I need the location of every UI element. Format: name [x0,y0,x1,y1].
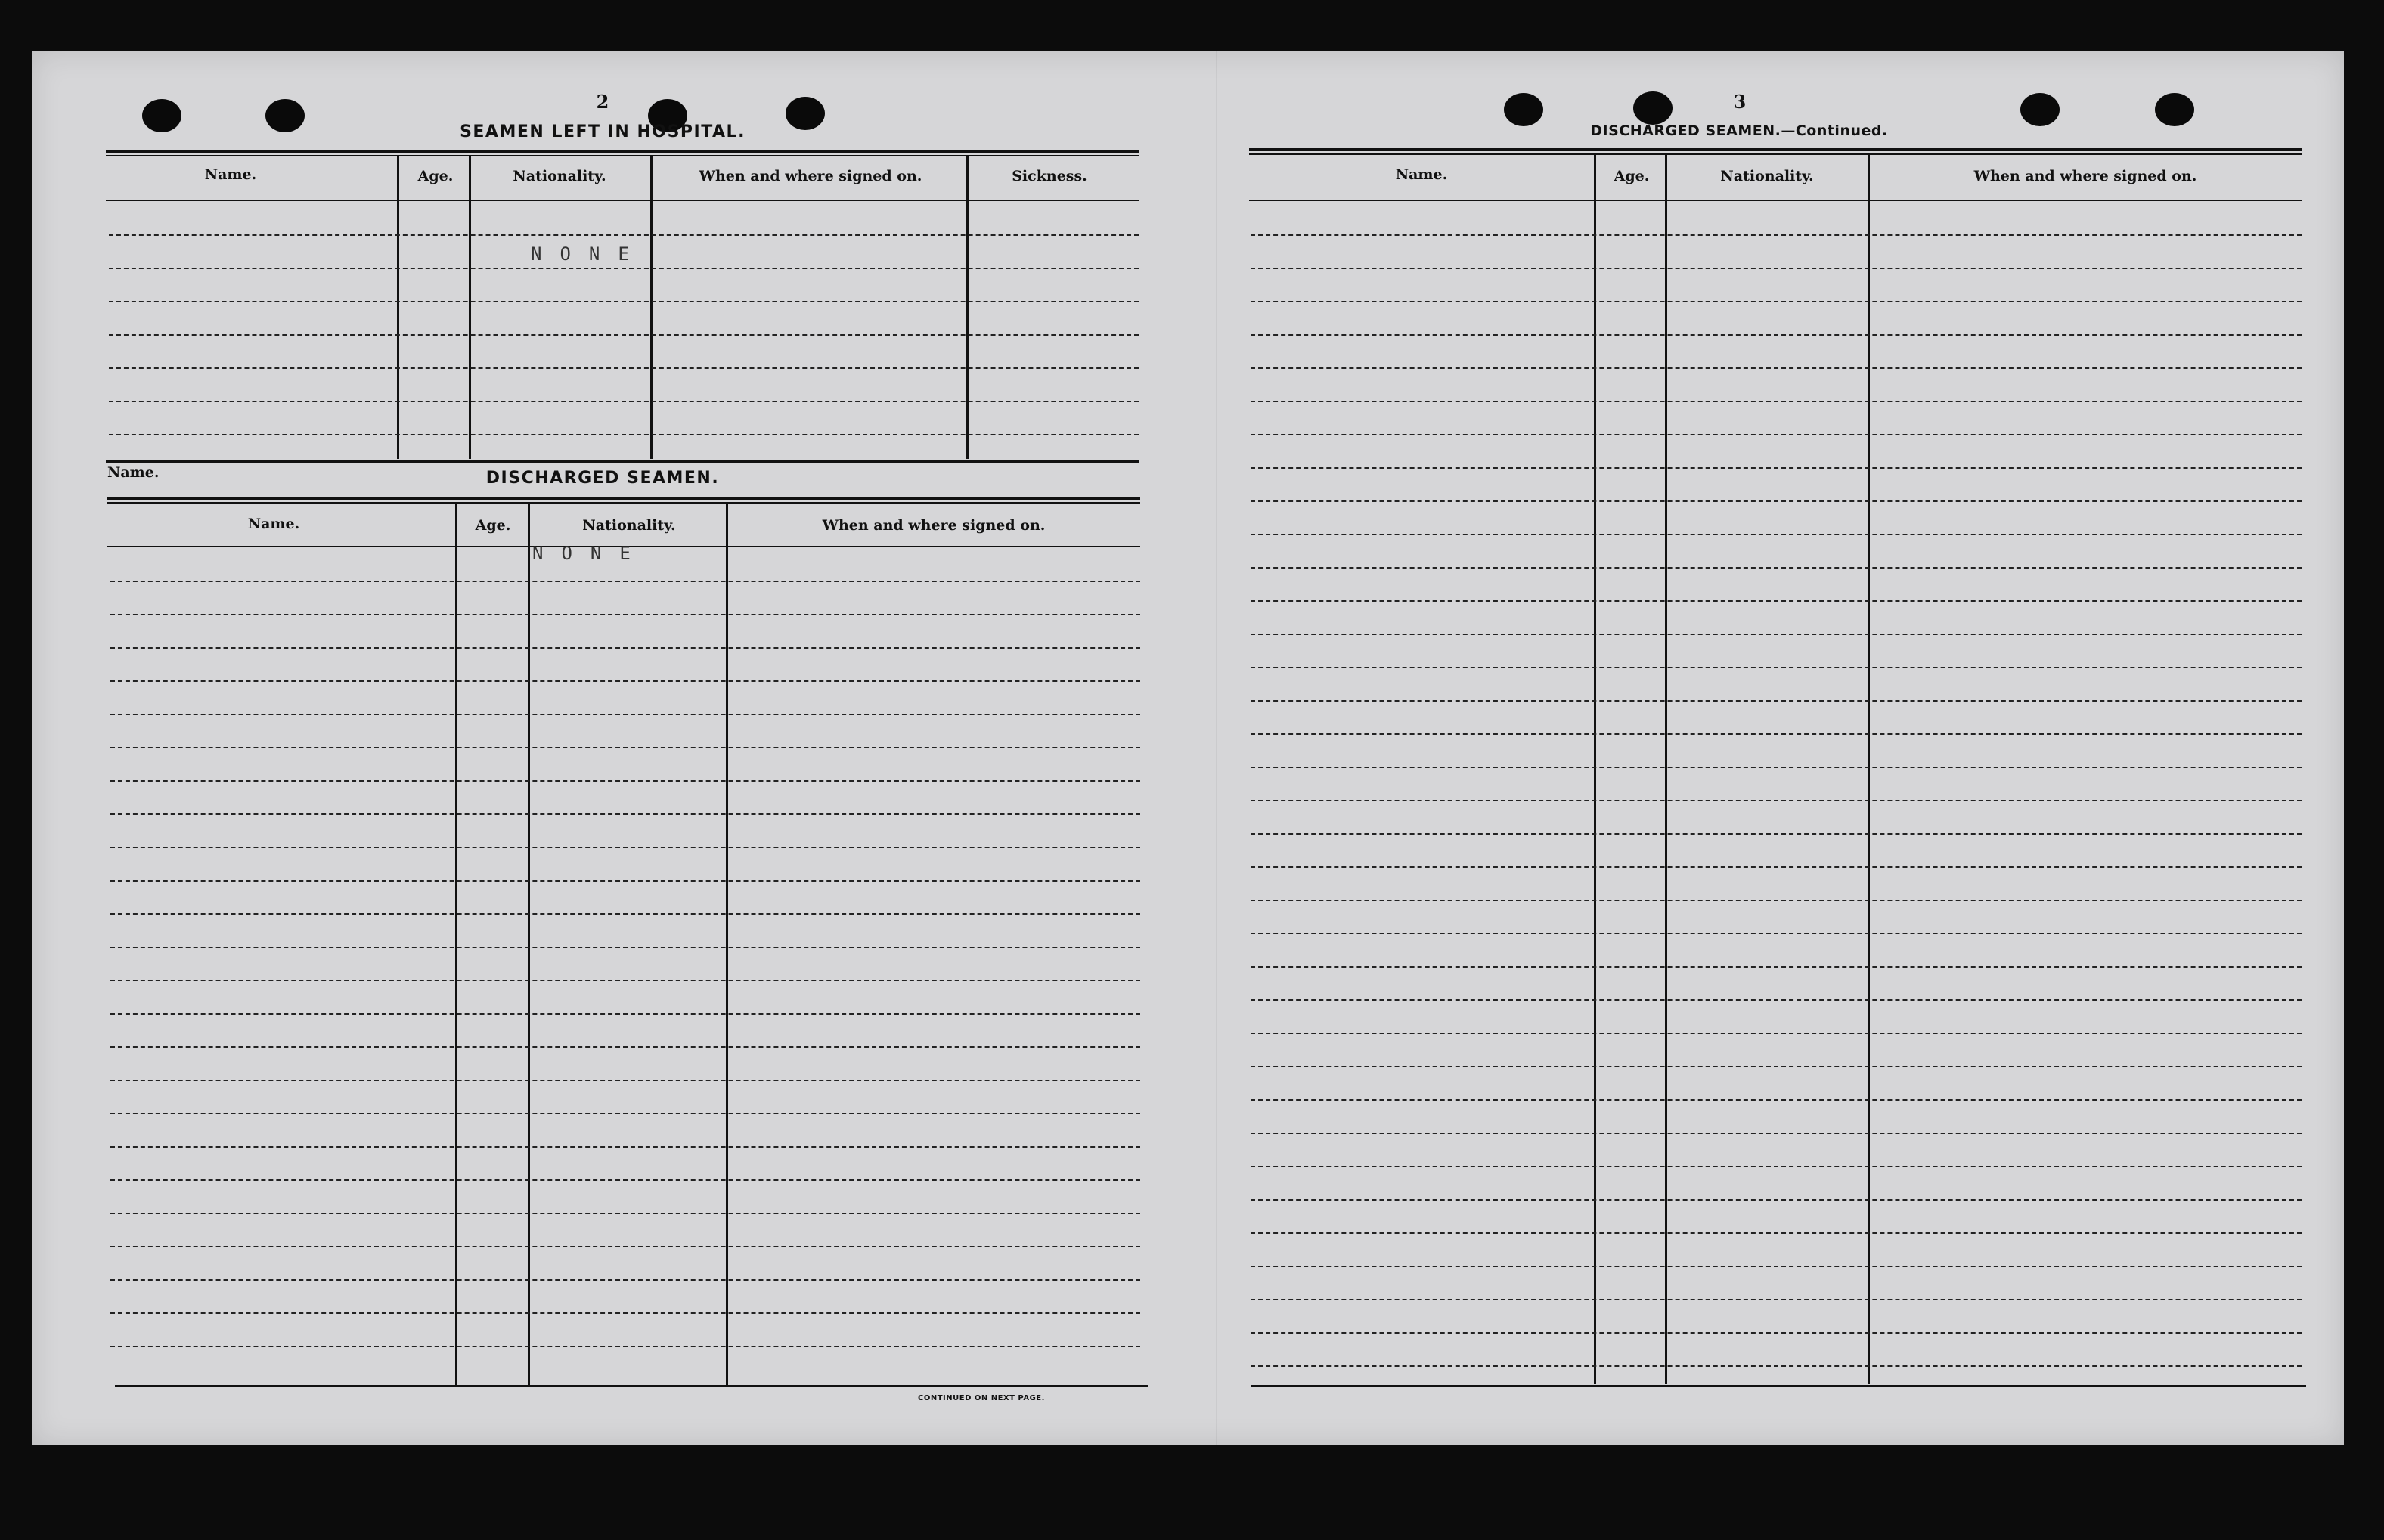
ruled-row-line [1251,733,2302,735]
ruled-row-line [1251,966,2302,968]
punch-hole [1504,93,1543,126]
top-rule [106,155,1139,156]
document-sheet: 2 SEAMEN LEFT IN HOSPITAL. Name. Age. Nationality. When and where signed on. Sickness. NONE DISCHARGED SEAMEN. Name. Name. Age. Nationality. When and where signed on. NONE CONTINUED ON NEXT PAGE. 3 DISCHARGED SEAMEN.—Continued. Name. Age. Nationality. When and where signed on. [32,51,2344,1445]
ruled-row-line [110,1312,1140,1314]
column-header: Age. [417,168,454,184]
ruled-row-line [1251,567,2302,569]
section-rule [107,502,1140,504]
page-number: 2 [596,91,609,113]
ruled-row-line [109,234,1139,236]
column-header: Nationality. [582,517,676,534]
ruled-row-line [1251,634,2302,635]
ruled-row-line [109,301,1139,302]
ruled-row-line [110,813,1140,815]
ruled-row-line [110,747,1140,748]
discharged-continued-title: DISCHARGED SEAMEN.—Continued. [1590,122,1888,139]
discharged-section-title: DISCHARGED SEAMEN. [485,469,720,488]
punch-hole [142,99,181,132]
ruled-row-line [1251,999,2302,1001]
ruled-row-line [1251,234,2302,236]
section-rule [106,460,1139,463]
ruled-row-line [1251,800,2302,801]
column-header: Age. [475,517,511,534]
ruled-row-line [110,614,1140,615]
ruled-row-line [110,847,1140,848]
ruled-row-line [110,1279,1140,1281]
ruled-row-line [110,581,1140,582]
header-rule [106,200,1139,201]
ruled-row-line [1251,268,2302,269]
ruled-row-line [110,1146,1140,1148]
ruled-row-line [110,1080,1140,1081]
ruled-row-line [1251,1033,2302,1034]
column-header: When and where signed on. [822,517,1046,534]
column-header: Sickness. [1012,168,1087,184]
ruled-row-line [1251,1166,2302,1167]
column-header: Name. [247,516,300,532]
continued-note: CONTINUED ON NEXT PAGE. [918,1394,1045,1402]
ruled-row-line [1251,1232,2302,1234]
bottom-rule [115,1385,1148,1387]
ruled-row-line [1251,1299,2302,1300]
column-divider [528,504,530,1385]
ruled-row-line [109,401,1139,402]
ruled-row-line [110,947,1140,948]
ruled-row-line [110,680,1140,682]
ruled-row-line [1251,600,2302,602]
ruled-row-line [1251,1133,2302,1134]
hospital-section-title: SEAMEN LEFT IN HOSPITAL. [460,122,746,141]
ruled-row-line [1251,1332,2302,1334]
page-number: 3 [1733,91,1747,113]
column-header: Name. [204,166,257,183]
top-rule [1249,148,2302,151]
ruled-row-line [110,880,1140,882]
ruled-row-line [1251,301,2302,302]
header-rule [1249,200,2302,201]
ruled-row-line [1251,667,2302,668]
column-header: When and where signed on. [1973,168,2197,184]
ruled-row-line [1251,401,2302,402]
punch-hole [1633,91,1673,125]
ruled-row-line [1251,767,2302,768]
punch-hole [265,99,305,132]
column-header: Age. [1614,168,1650,184]
punch-hole [2020,93,2060,126]
ruled-row-line [110,1213,1140,1214]
ruled-row-line [1251,1199,2302,1201]
ruled-row-line [1251,500,2302,502]
ruled-row-line [1251,1266,2302,1267]
none-stamp: NONE [531,243,647,265]
page-fold [1216,51,1217,1445]
ruled-row-line [110,1346,1140,1347]
ruled-row-line [1251,1365,2302,1367]
ruled-row-line [1251,866,2302,868]
ruled-row-line [110,647,1140,649]
column-header: When and where signed on. [699,168,922,184]
top-rule [1249,153,2302,155]
ruled-row-line [1251,467,2302,469]
ruled-row-line [110,1246,1140,1247]
ruled-row-line [109,268,1139,269]
ruled-row-line [110,1113,1140,1114]
ruled-row-line [109,434,1139,435]
bottom-rule [1251,1385,2306,1387]
ruled-row-line [110,780,1140,782]
ruled-row-line [110,714,1140,715]
ruled-row-line [1251,334,2302,336]
ruled-row-line [1251,1066,2302,1067]
ruled-row-line [109,334,1139,336]
ruled-row-line [1251,933,2302,934]
ruled-row-line [1251,700,2302,702]
ruled-row-line [110,1046,1140,1048]
ruled-row-line [110,980,1140,981]
column-divider [397,156,399,459]
column-divider [455,504,457,1385]
ruled-row-line [1251,1099,2302,1101]
punch-hole [2155,93,2194,126]
column-header: Nationality. [513,168,606,184]
none-stamp: NONE [532,543,649,564]
ruled-row-line [1251,534,2302,535]
section-rule [107,497,1140,500]
ruled-row-line [110,1179,1140,1181]
ruled-row-line [110,1013,1140,1015]
ruled-row-line [1251,367,2302,369]
ruled-row-line [1251,900,2302,901]
ruled-row-line [110,913,1140,915]
top-rule [106,150,1139,153]
column-divider [966,156,969,459]
ruled-row-line [109,367,1139,369]
column-header: Nationality. [1720,168,1814,184]
column-divider [726,504,728,1385]
column-divider [650,156,653,459]
ruled-row-line [1251,434,2302,435]
ruled-row-line [1251,833,2302,835]
column-divider [469,156,471,459]
column-header: Name. [1395,166,1448,183]
